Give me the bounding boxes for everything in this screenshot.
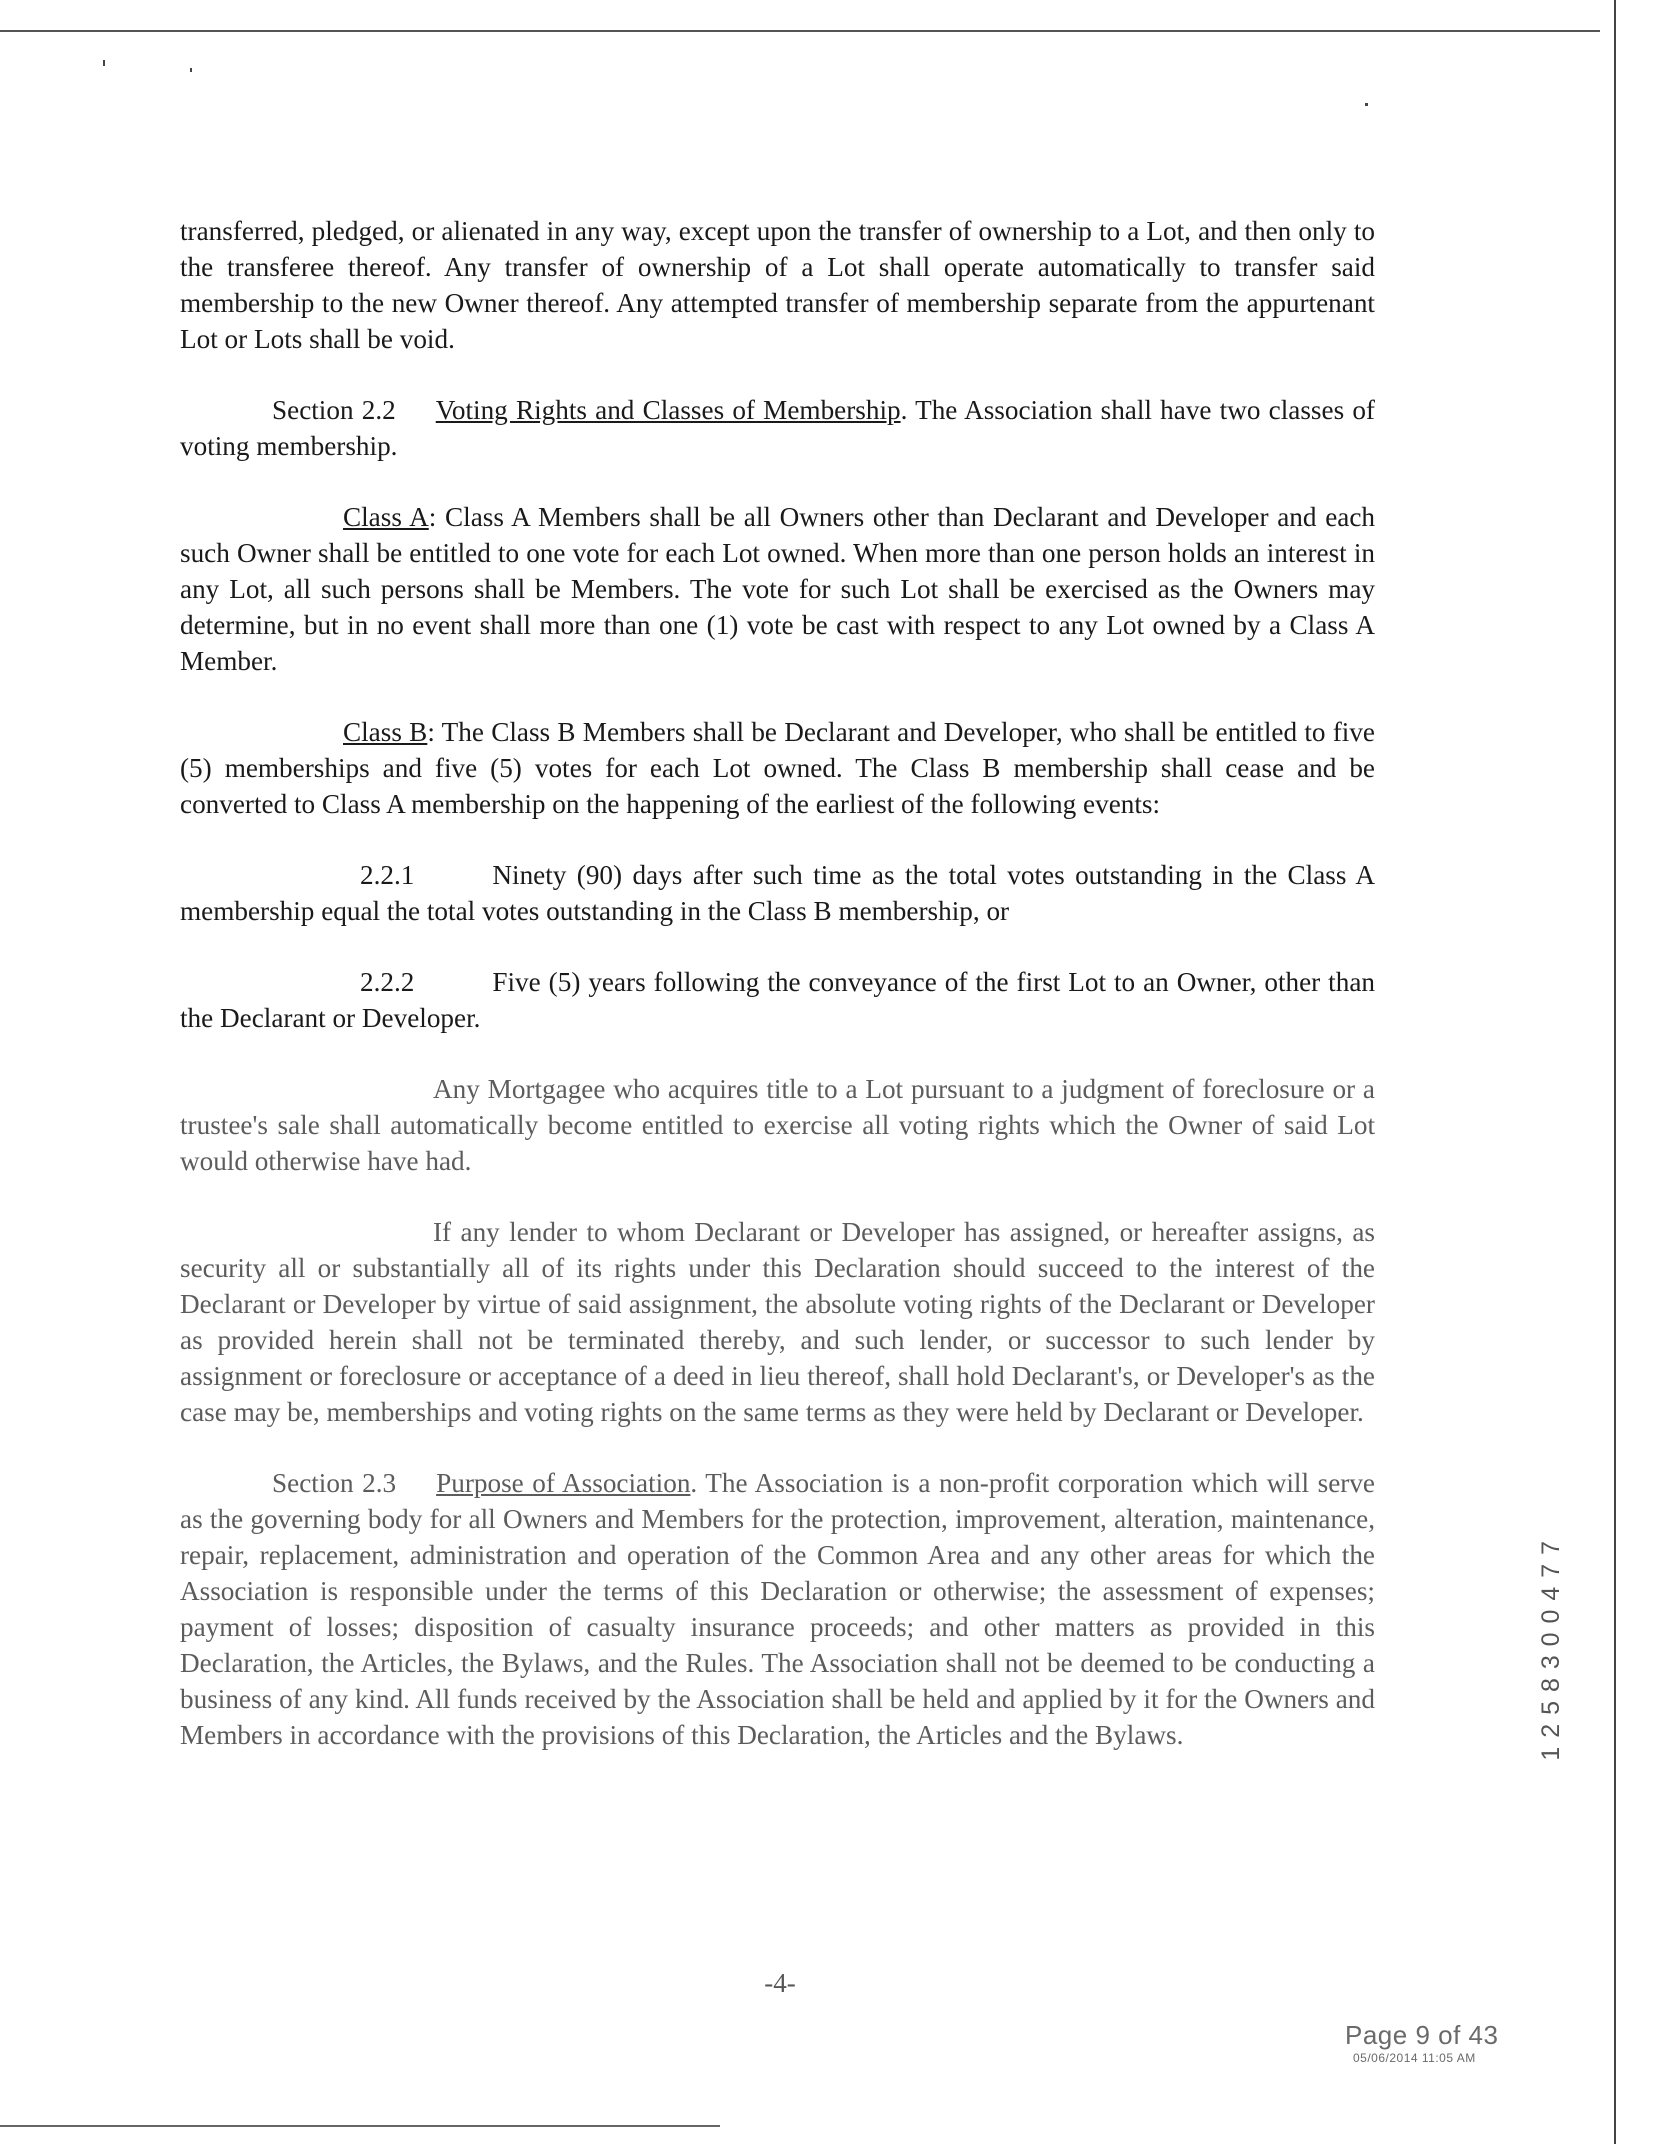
paragraph-transfer: transferred, pledged, or alienated in any way, except upon the transfer of ownership to a Lot, and then only to the transferee thereof. Any transfer of ownership of a Lot shall operate automatically to transfer said membership to the new Owner thereof. Any attempted transfer of membership separate from the appurtenant Lot or Lots shall be void. bbox=[180, 216, 1375, 354]
bottom-rule bbox=[0, 2125, 720, 2127]
class-b-text: : The Class B Members shall be Declarant and Developer, who shall be entitled to five (5) memberships and five (5) votes for each Lot owned. The Class B membership shall cease and be converted to Class A membership on the happening of the earliest of the following events: bbox=[180, 717, 1375, 819]
section-text: . The Association shall have two classes of voting membership. bbox=[180, 395, 1375, 461]
section-text: . The Association is a non-profit corporation which will serve as the governing body for all Owners and Members for the protection, improvement, alteration, maintenance, repair, replacement, administration and operation of the Common Area and any other areas for which the Association is responsible under the terms of this Declaration or otherwise; the assessment of expenses; payment of losses; disposition of casualty insurance proceeds; and other matters as provided in this Declaration, the Articles, the Bylaws, and the Rules. The Association shall not be deemed to be conducting a business of any kind. All funds received by the Association shall be held and applied by it for the Owners and Members in accordance with the provisions of this Declaration, the Articles and the Bylaws. bbox=[180, 1468, 1375, 1750]
recording-number: 1 2 5 8 3 0 0 4 7 7 bbox=[1537, 1540, 1565, 1761]
section-2-2 bbox=[180, 392, 1375, 464]
right-edge-rule bbox=[1614, 0, 1616, 2144]
page-number: -4- bbox=[764, 1968, 796, 1998]
item-text: Five (5) years following the conveyance of the first Lot to an Owner, other than the Declarant or Developer. bbox=[180, 967, 1375, 1033]
scan-speck bbox=[190, 68, 192, 72]
item-2-2-2 bbox=[180, 964, 1375, 1036]
section-heading: Voting Rights and Classes of Membership bbox=[435, 395, 901, 425]
scan-speck bbox=[1365, 103, 1368, 106]
top-rule bbox=[0, 30, 1600, 32]
class-b-paragraph bbox=[180, 714, 1375, 822]
class-a-label: Class A bbox=[343, 502, 429, 532]
section-2-3 bbox=[180, 1465, 1375, 1753]
scan-speck bbox=[103, 60, 105, 66]
item-number: 2.2.2 bbox=[360, 967, 415, 997]
item-text: Ninety (90) days after such time as the total votes outstanding in the Class A membership equal the total votes outstanding in the Class B membership, or bbox=[180, 860, 1375, 926]
paragraph-lender: If any lender to whom Declarant or Developer has assigned, or hereafter assigns, as security all or substantially all of its rights under this Declaration should succeed to the interest of the Declarant or Developer by virtue of said assignment, the absolute voting rights of the Declarant or Developer as provided herein shall not be terminated thereby, and such lender, or successor to such lender by assignment or foreclosure or acceptance of a deed in lieu thereof, shall hold Declarant's, or Developer's as the case may be, memberships and voting rights on the same terms as they were held by Declarant or Developer. bbox=[180, 1217, 1375, 1427]
document-body bbox=[180, 213, 1375, 1788]
section-heading: Purpose of Association bbox=[436, 1468, 691, 1498]
item-2-2-1 bbox=[180, 857, 1375, 929]
item-number: 2.2.1 bbox=[360, 860, 415, 890]
page-stamp bbox=[1345, 2020, 1498, 2065]
paragraph-mortgagee: Any Mortgagee who acquires title to a Lot pursuant to a judgment of foreclosure or a trustee's sale shall automatically become entitled to exercise all voting rights which the Owner of said Lot would otherwise have had. bbox=[180, 1074, 1375, 1176]
class-a-text: : Class A Members shall be all Owners other than Declarant and Developer and each such Owner shall be entitled to one vote for each Lot owned. When more than one person holds an interest in any Lot, all such persons shall be Members. The vote for such Lot shall be exercised as the Owners may determine, but in no event shall more than one (1) vote be cast with respect to any Lot owned by a Class A Member. bbox=[180, 502, 1375, 676]
class-a-paragraph bbox=[180, 499, 1375, 679]
section-number: Section 2.3 bbox=[272, 1468, 397, 1498]
class-b-label: Class B bbox=[343, 717, 428, 747]
page-of-label: Page 9 of 43 bbox=[1345, 2020, 1499, 2050]
stamp-timestamp: 05/06/2014 11:05 AM bbox=[1353, 2051, 1476, 2065]
section-number: Section 2.2 bbox=[272, 395, 396, 425]
